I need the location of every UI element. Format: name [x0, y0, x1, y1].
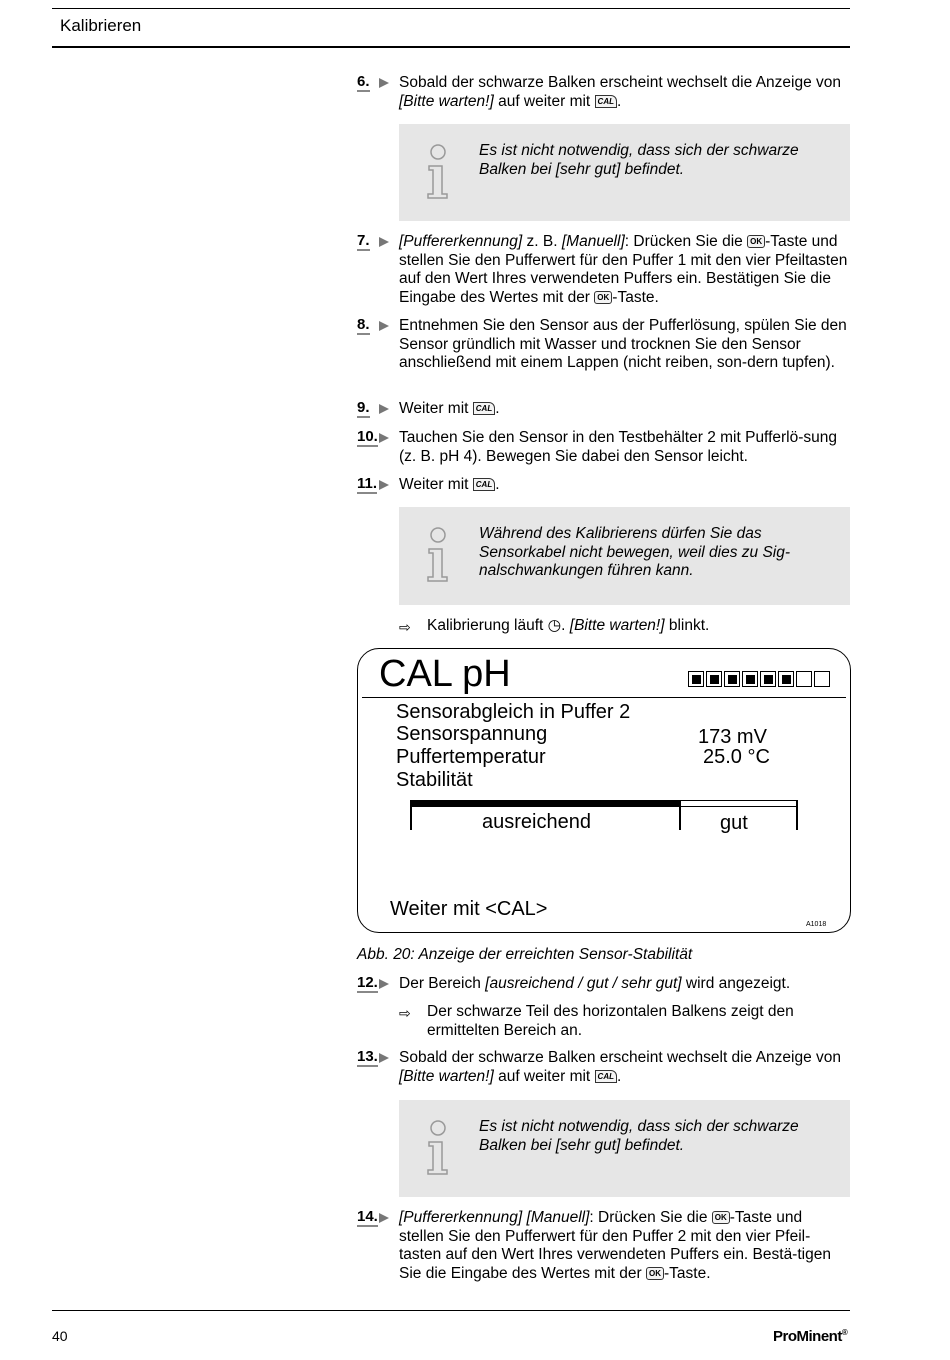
step-arrow-icon [379, 1053, 389, 1063]
label-voltage: Sensorspannung [396, 723, 548, 745]
info-note [399, 124, 850, 221]
ok-key-icon: OK [646, 1267, 664, 1280]
clock-icon: ◷ [547, 617, 562, 634]
step-7: 7. [Puffererkennung] z. B. [Manuell]: Drücken Sie die OK -Taste und stellen Sie den Pufferwert für den Puffer 1 mit den vier Pfeiltasten auf den Wert Ihres verwendeten Puffers ein. Bestätigen Sie die Eingabe des Wertes mit der OK -Taste. [357, 232, 848, 306]
step-number: 11. [357, 475, 378, 492]
progress-cell [688, 671, 704, 687]
page-number: 40 [52, 1328, 68, 1344]
ok-key-icon: OK [594, 291, 612, 304]
display-line1: Sensorabgleich in Puffer 2 [396, 701, 631, 723]
header-rule-bottom [52, 46, 850, 48]
step-number: 14. [357, 1208, 378, 1225]
step-number: 10. [357, 428, 378, 445]
step-12: 12. Der Bereich [ausreichend / gut / sehr gut] wird angezeigt. [357, 974, 791, 992]
info-note [399, 507, 850, 605]
footer-rule [52, 1310, 850, 1311]
cal-key-icon: CAL [473, 402, 495, 415]
note-text: Es ist nicht notwendig, dass sich der schwarze Balken bei [sehr gut] befindet. [479, 142, 799, 178]
step-arrow-icon [379, 979, 389, 989]
label-temperature: Puffertemperatur [396, 746, 546, 768]
step-arrow-icon [379, 433, 389, 443]
step-number: 12. [357, 974, 378, 991]
result-arrow-icon: ⇨ [399, 1005, 411, 1021]
range-high-label: gut [720, 812, 748, 834]
range-low-label: ausreichend [482, 811, 591, 833]
note-text: Es ist nicht notwendig, dass sich der schwarze Balken bei [sehr gut] befindet. [479, 1118, 799, 1154]
progress-cell [742, 671, 758, 687]
step-arrow-icon [379, 321, 389, 331]
step-arrow-icon [379, 237, 389, 247]
info-note [399, 1100, 850, 1197]
step-number: 13. [357, 1048, 378, 1065]
step-11: 11. Weiter mit CAL . [357, 475, 500, 493]
result-line: ⇨ Kalibrierung läuft ◷. [Bitte warten!] blinkt. [399, 617, 710, 635]
step-14: 14. [Puffererkennung] [Manuell]: Drücken Sie die OK -Taste und stellen Sie den Pufferwert für den Puffer 2 mit den vier Pfeil-tasten auf den Wert Ihres verwendeten Puffers ein. Bestä-tigen Sie die Eingabe des Wertes mit der OK -Taste. [357, 1208, 831, 1282]
progress-cell [760, 671, 776, 687]
header-rule-top [52, 8, 850, 9]
cal-key-icon: CAL [473, 478, 495, 491]
stability-bar [410, 800, 798, 807]
step-13: 13. Sobald der schwarze Balken erscheint wechselt die Anzeige von [Bitte warten!] auf weiter mit CAL . [357, 1048, 842, 1085]
ok-key-icon: OK [747, 235, 765, 248]
step-arrow-icon [379, 480, 389, 490]
stability-bar-fill [411, 801, 681, 806]
section-title: Kalibrieren [60, 16, 142, 35]
step-arrow-icon [379, 404, 389, 414]
bar-tick-right [796, 800, 798, 830]
brand-logo: ProMinent® [773, 1328, 848, 1345]
display-divider [362, 697, 846, 698]
progress-cell [706, 671, 722, 687]
progress-cell [778, 671, 794, 687]
info-icon [425, 527, 451, 583]
bar-tick-left [410, 800, 412, 830]
step-number: 8. [357, 316, 370, 333]
ok-key-icon: OK [712, 1211, 730, 1224]
step-10: 10. Tauchen Sie den Sensor in den Testbehälter 2 mit Pufferlö-sung (z. B. pH 4). Bewegen Sie dabei den Sensor leicht. [357, 428, 838, 465]
progress-cell [814, 671, 830, 687]
value-temperature: 25.0 °C [703, 746, 770, 768]
cal-key-icon: CAL [595, 95, 617, 108]
step-9: 9. Weiter mit CAL . [357, 399, 500, 417]
label-stability: Stabilität [396, 769, 473, 791]
step-number: 9. [357, 399, 370, 416]
result-line: ⇨ Der schwarze Teil des horizontalen Balkens zeigt den ermittelten Bereich an. [399, 1003, 794, 1039]
step-6: 6. Sobald der schwarze Balken erscheint wechselt die Anzeige von [Bitte warten!] auf weiter mit CAL . [357, 73, 842, 110]
progress-cell [796, 671, 812, 687]
display-footer: Weiter mit <CAL> [390, 898, 548, 920]
step-8: 8. Entnehmen Sie den Sensor aus der Pufferlösung, spülen Sie den Sensor gründlich mit Wasser und trocknen Sie den Sensor anschließend mit einem Lappen (nicht reiben, son-dern tupfen). [357, 316, 847, 371]
bar-tick-mid [679, 800, 681, 830]
figure-id: A1018 [806, 921, 827, 928]
progress-indicator [688, 671, 832, 689]
display-title: CAL pH [379, 653, 511, 695]
progress-cell [724, 671, 740, 687]
result-arrow-icon: ⇨ [399, 619, 411, 635]
step-arrow-icon [379, 78, 389, 88]
value-voltage: 173 mV [698, 726, 767, 748]
device-display [357, 648, 851, 933]
info-icon [425, 144, 451, 200]
note-text: Während des Kalibrierens dürfen Sie das Sensorkabel nicht bewegen, weil dies zu Sig-nalschwankungen führen kann. [479, 525, 791, 579]
info-icon [425, 1120, 451, 1176]
step-arrow-icon [379, 1213, 389, 1223]
cal-key-icon: CAL [595, 1070, 617, 1083]
step-number: 6. [357, 73, 370, 90]
figure-caption: Abb. 20: Anzeige der erreichten Sensor-Stabilität [357, 946, 693, 963]
step-number: 7. [357, 232, 370, 249]
